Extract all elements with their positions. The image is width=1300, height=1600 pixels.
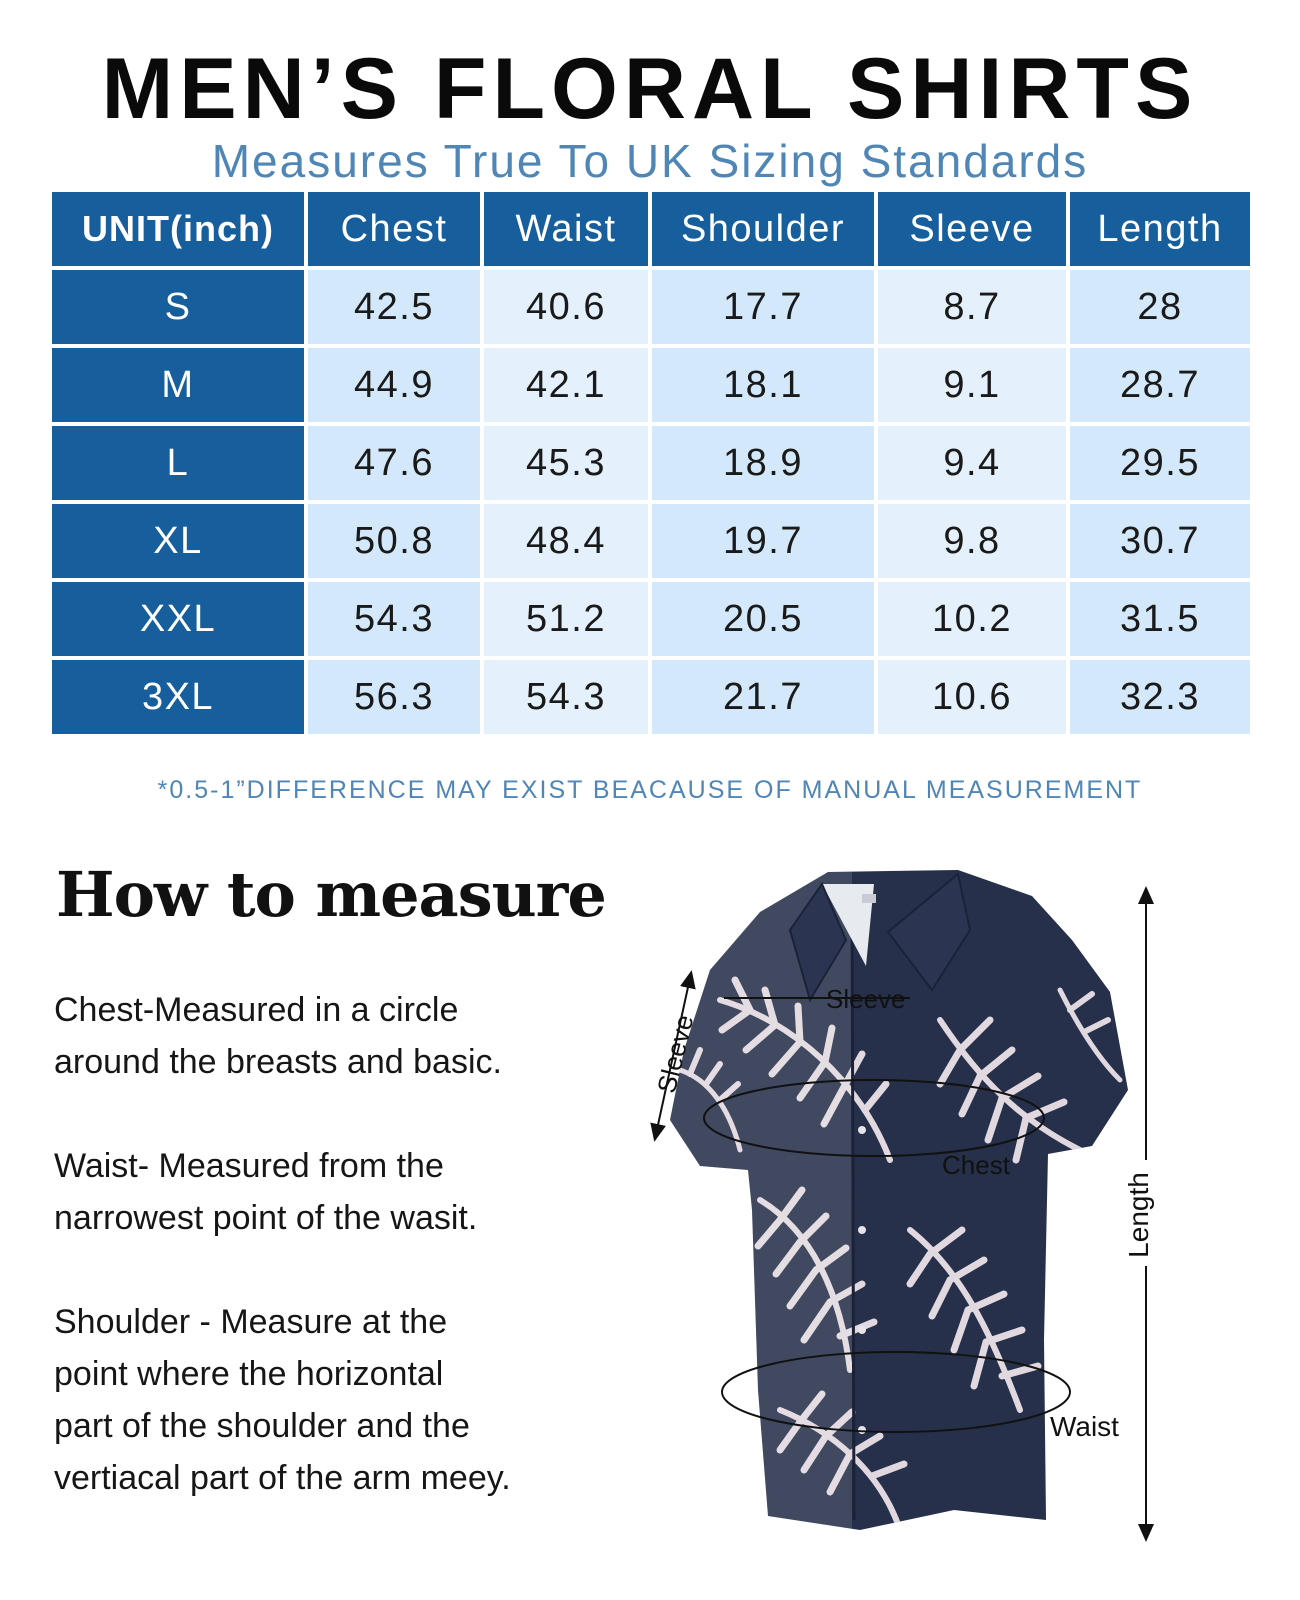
measurement-cell: 42.5 xyxy=(308,270,480,344)
chest-label: Chest xyxy=(942,1150,1010,1180)
measurement-cell: 18.1 xyxy=(652,348,874,422)
measurement-cell: 10.2 xyxy=(878,582,1066,656)
chest-description xyxy=(54,984,502,1088)
measurement-cell: 19.7 xyxy=(652,504,874,578)
measurement-cell: 29.5 xyxy=(1070,426,1250,500)
description-line: around the breasts and basic. xyxy=(54,1043,502,1081)
size-chart-table xyxy=(52,192,1246,734)
size-label-cell: 3XL xyxy=(52,660,304,734)
measurement-cell: 9.8 xyxy=(878,504,1066,578)
measurement-cell: 30.7 xyxy=(1070,504,1250,578)
measurement-cell: 44.9 xyxy=(308,348,480,422)
size-label-cell: XXL xyxy=(52,582,304,656)
measurement-cell: 48.4 xyxy=(484,504,648,578)
shoulder-description xyxy=(54,1296,511,1504)
page-subtitle: Measures True To UK Sizing Standards xyxy=(211,135,1089,187)
size-label-cell: L xyxy=(52,426,304,500)
shirt-body xyxy=(640,870,1128,1570)
measurement-cell: 56.3 xyxy=(308,660,480,734)
measurement-cell: 54.3 xyxy=(308,582,480,656)
description-line: narrowest point of the wasit. xyxy=(54,1199,478,1237)
measurement-cell: 45.3 xyxy=(484,426,648,500)
shirt-measurement-diagram xyxy=(640,870,1200,1570)
measurement-cell: 8.7 xyxy=(878,270,1066,344)
measurement-cell: 47.6 xyxy=(308,426,480,500)
column-header: Chest xyxy=(308,192,480,266)
measurement-cell: 28.7 xyxy=(1070,348,1250,422)
description-line: Waist- Measured from the xyxy=(54,1147,444,1185)
measurement-note: *0.5-1”DIFFERENCE MAY EXIST BEACAUSE OF MANUAL MEASUREMENT xyxy=(157,776,1143,804)
page-title: MEN’S FLORAL SHIRTS xyxy=(101,41,1199,137)
measurement-cell: 9.4 xyxy=(878,426,1066,500)
measurement-cell: 21.7 xyxy=(652,660,874,734)
sleeve-top-label: Sleeve xyxy=(826,984,906,1014)
sleeve-side-label: Sleeve xyxy=(651,1011,700,1097)
measurement-cell: 40.6 xyxy=(484,270,648,344)
waist-description xyxy=(54,1140,477,1244)
shirt-illustration xyxy=(640,870,1200,1570)
measurement-cell: 10.6 xyxy=(878,660,1066,734)
column-header: Length xyxy=(1070,192,1250,266)
waist-label: Waist xyxy=(1050,1411,1119,1442)
description-line: point where the horizontal xyxy=(54,1355,444,1393)
size-label-cell: M xyxy=(52,348,304,422)
description-line: part of the shoulder and the xyxy=(54,1407,470,1445)
length-label: Length xyxy=(1123,1172,1154,1258)
size-label-cell: XL xyxy=(52,504,304,578)
measurement-cell: 9.1 xyxy=(878,348,1066,422)
measurement-cell: 17.7 xyxy=(652,270,874,344)
description-line: Chest-Measured in a circle xyxy=(54,991,459,1029)
how-to-measure-title: How to measure xyxy=(56,858,606,931)
measurement-cell: 31.5 xyxy=(1070,582,1250,656)
size-label-cell: S xyxy=(52,270,304,344)
description-line: Shoulder - Measure at the xyxy=(54,1303,448,1341)
column-header: Waist xyxy=(484,192,648,266)
measurement-cell: 51.2 xyxy=(484,582,648,656)
measurement-cell: 20.5 xyxy=(652,582,874,656)
column-header: Sleeve xyxy=(878,192,1066,266)
measurement-cell: 32.3 xyxy=(1070,660,1250,734)
column-header: UNIT(inch) xyxy=(52,192,304,266)
measurement-cell: 28 xyxy=(1070,270,1250,344)
column-header: Shoulder xyxy=(652,192,874,266)
measurement-cell: 54.3 xyxy=(484,660,648,734)
measurement-cell: 50.8 xyxy=(308,504,480,578)
description-line: vertiacal part of the arm meey. xyxy=(54,1459,511,1497)
measurement-cell: 42.1 xyxy=(484,348,648,422)
measurement-cell: 18.9 xyxy=(652,426,874,500)
